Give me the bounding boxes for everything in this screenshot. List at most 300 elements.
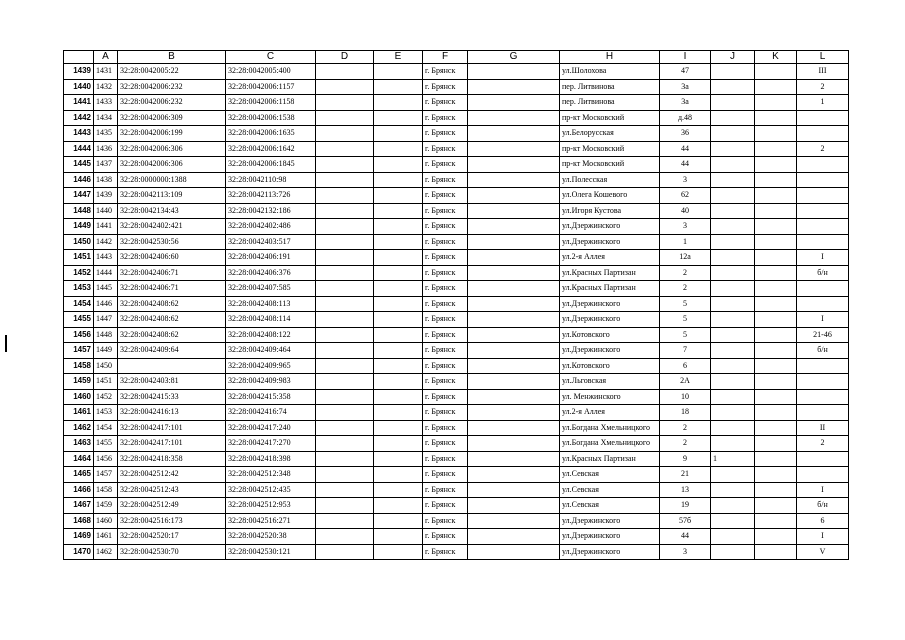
cell-k[interactable] (755, 436, 797, 452)
cell-i[interactable]: 2 (660, 420, 711, 436)
cell-l[interactable] (797, 203, 849, 219)
cell-j[interactable] (711, 296, 755, 312)
cell-h[interactable]: ул.2-я Аллея (560, 250, 660, 266)
cell-a[interactable]: 1453 (94, 405, 118, 421)
cell-k[interactable] (755, 296, 797, 312)
row-number[interactable]: 1449 (64, 219, 94, 235)
cell-e[interactable] (374, 219, 423, 235)
cell-g[interactable] (468, 64, 560, 80)
cell-f[interactable]: г. Брянск (423, 203, 468, 219)
cell-h[interactable]: ул.Севская (560, 482, 660, 498)
cell-f[interactable]: г. Брянск (423, 436, 468, 452)
cell-e[interactable] (374, 482, 423, 498)
cell-h[interactable]: ул.Белорусская (560, 126, 660, 142)
cell-f[interactable]: г. Брянск (423, 405, 468, 421)
column-header-k[interactable]: K (755, 51, 797, 64)
cell-d[interactable] (316, 327, 374, 343)
cell-l[interactable] (797, 234, 849, 250)
cell-c[interactable]: 32:28:0042402:486 (226, 219, 316, 235)
cell-l[interactable]: I (797, 482, 849, 498)
cell-a[interactable]: 1432 (94, 79, 118, 95)
cell-f[interactable]: г. Брянск (423, 451, 468, 467)
cell-c[interactable]: 32:28:0042409:464 (226, 343, 316, 359)
cell-k[interactable] (755, 498, 797, 514)
cell-d[interactable] (316, 203, 374, 219)
cell-h[interactable]: ул.Севская (560, 467, 660, 483)
cell-d[interactable] (316, 110, 374, 126)
cell-f[interactable]: г. Брянск (423, 126, 468, 142)
cell-g[interactable] (468, 358, 560, 374)
cell-j[interactable] (711, 312, 755, 328)
cell-d[interactable] (316, 172, 374, 188)
cell-d[interactable] (316, 405, 374, 421)
cell-e[interactable] (374, 343, 423, 359)
cell-k[interactable] (755, 203, 797, 219)
cell-l[interactable]: 21-46 (797, 327, 849, 343)
cell-b[interactable]: 32:28:0042409:64 (118, 343, 226, 359)
cell-d[interactable] (316, 498, 374, 514)
cell-i[interactable]: 6 (660, 358, 711, 374)
cell-f[interactable]: г. Брянск (423, 265, 468, 281)
cell-d[interactable] (316, 296, 374, 312)
cell-a[interactable]: 1439 (94, 188, 118, 204)
cell-k[interactable] (755, 126, 797, 142)
cell-l[interactable]: III (797, 64, 849, 80)
cell-e[interactable] (374, 265, 423, 281)
cell-j[interactable] (711, 420, 755, 436)
cell-l[interactable]: 2 (797, 79, 849, 95)
cell-a[interactable]: 1451 (94, 374, 118, 390)
cell-k[interactable] (755, 234, 797, 250)
cell-i[interactable]: д.48 (660, 110, 711, 126)
cell-g[interactable] (468, 327, 560, 343)
cell-i[interactable]: 13 (660, 482, 711, 498)
cell-e[interactable] (374, 95, 423, 111)
cell-f[interactable]: г. Брянск (423, 482, 468, 498)
cell-a[interactable]: 1449 (94, 343, 118, 359)
cell-d[interactable] (316, 95, 374, 111)
cell-g[interactable] (468, 250, 560, 266)
cell-f[interactable]: г. Брянск (423, 389, 468, 405)
cell-k[interactable] (755, 343, 797, 359)
cell-i[interactable]: 3 (660, 172, 711, 188)
cell-f[interactable]: г. Брянск (423, 188, 468, 204)
cell-f[interactable]: г. Брянск (423, 141, 468, 157)
cell-j[interactable] (711, 327, 755, 343)
cell-f[interactable]: г. Брянск (423, 110, 468, 126)
cell-k[interactable] (755, 513, 797, 529)
cell-l[interactable] (797, 188, 849, 204)
cell-g[interactable] (468, 157, 560, 173)
cell-k[interactable] (755, 544, 797, 560)
cell-g[interactable] (468, 343, 560, 359)
cell-f[interactable]: г. Брянск (423, 281, 468, 297)
cell-i[interactable]: 44 (660, 529, 711, 545)
cell-h[interactable]: пр-кт Московский (560, 141, 660, 157)
cell-b[interactable]: 32:28:0042406:71 (118, 265, 226, 281)
cell-b[interactable]: 32:28:0042406:71 (118, 281, 226, 297)
cell-l[interactable]: II (797, 420, 849, 436)
cell-j[interactable] (711, 126, 755, 142)
cell-i[interactable]: 36 (660, 126, 711, 142)
column-header-d[interactable]: D (316, 51, 374, 64)
cell-i[interactable]: 9 (660, 451, 711, 467)
cell-c[interactable]: 32:28:0042006:1635 (226, 126, 316, 142)
cell-a[interactable]: 1444 (94, 265, 118, 281)
cell-h[interactable]: ул.Котовского (560, 358, 660, 374)
cell-g[interactable] (468, 172, 560, 188)
cell-d[interactable] (316, 451, 374, 467)
cell-f[interactable]: г. Брянск (423, 327, 468, 343)
cell-l[interactable]: V (797, 544, 849, 560)
cell-c[interactable]: 32:28:0042512:953 (226, 498, 316, 514)
cell-b[interactable]: 32:28:0042006:232 (118, 95, 226, 111)
cell-c[interactable]: 32:28:0042512:435 (226, 482, 316, 498)
cell-a[interactable]: 1441 (94, 219, 118, 235)
cell-h[interactable]: пр-кт Московский (560, 157, 660, 173)
cell-e[interactable] (374, 188, 423, 204)
cell-k[interactable] (755, 327, 797, 343)
cell-g[interactable] (468, 436, 560, 452)
cell-c[interactable]: 32:28:0042006:1845 (226, 157, 316, 173)
cell-j[interactable] (711, 544, 755, 560)
cell-d[interactable] (316, 529, 374, 545)
cell-l[interactable]: 2 (797, 436, 849, 452)
cell-l[interactable]: I (797, 529, 849, 545)
cell-g[interactable] (468, 467, 560, 483)
cell-d[interactable] (316, 141, 374, 157)
cell-f[interactable]: г. Брянск (423, 219, 468, 235)
cell-h[interactable]: ул.Олега Кошевого (560, 188, 660, 204)
cell-k[interactable] (755, 389, 797, 405)
row-number[interactable]: 1446 (64, 172, 94, 188)
cell-d[interactable] (316, 219, 374, 235)
cell-e[interactable] (374, 420, 423, 436)
cell-d[interactable] (316, 312, 374, 328)
cell-l[interactable] (797, 110, 849, 126)
cell-b[interactable]: 32:28:0042530:56 (118, 234, 226, 250)
cell-c[interactable]: 32:28:0042408:114 (226, 312, 316, 328)
cell-l[interactable] (797, 172, 849, 188)
column-header-f[interactable]: F (423, 51, 468, 64)
cell-d[interactable] (316, 126, 374, 142)
cell-f[interactable]: г. Брянск (423, 172, 468, 188)
cell-f[interactable]: г. Брянск (423, 513, 468, 529)
cell-a[interactable]: 1442 (94, 234, 118, 250)
cell-i[interactable]: 57б (660, 513, 711, 529)
row-number[interactable]: 1444 (64, 141, 94, 157)
cell-h[interactable]: пр-кт Московский (560, 110, 660, 126)
cell-c[interactable]: 32:28:0042406:376 (226, 265, 316, 281)
cell-k[interactable] (755, 265, 797, 281)
cell-c[interactable]: 32:28:0042006:1158 (226, 95, 316, 111)
cell-c[interactable]: 32:28:0042407:585 (226, 281, 316, 297)
cell-c[interactable]: 32:28:0042417:240 (226, 420, 316, 436)
row-number[interactable]: 1468 (64, 513, 94, 529)
cell-i[interactable]: 5 (660, 312, 711, 328)
cell-a[interactable]: 1433 (94, 95, 118, 111)
cell-b[interactable]: 32:28:0042402:421 (118, 219, 226, 235)
cell-i[interactable]: 1 (660, 234, 711, 250)
cell-g[interactable] (468, 374, 560, 390)
cell-k[interactable] (755, 312, 797, 328)
cell-b[interactable]: 32:28:0042403:81 (118, 374, 226, 390)
cell-k[interactable] (755, 157, 797, 173)
cell-k[interactable] (755, 110, 797, 126)
cell-c[interactable]: 32:28:0042409:983 (226, 374, 316, 390)
row-number[interactable]: 1442 (64, 110, 94, 126)
cell-h[interactable]: ул.Дзержинского (560, 529, 660, 545)
cell-e[interactable] (374, 405, 423, 421)
cell-k[interactable] (755, 405, 797, 421)
cell-d[interactable] (316, 157, 374, 173)
cell-k[interactable] (755, 188, 797, 204)
cell-h[interactable]: ул.Севская (560, 498, 660, 514)
cell-e[interactable] (374, 126, 423, 142)
cell-h[interactable]: пер. Литвинова (560, 95, 660, 111)
cell-h[interactable]: ул.Дзержинского (560, 513, 660, 529)
cell-l[interactable]: б/н (797, 265, 849, 281)
cell-e[interactable] (374, 389, 423, 405)
row-number[interactable]: 1470 (64, 544, 94, 560)
cell-h[interactable]: ул.Дзержинского (560, 296, 660, 312)
cell-g[interactable] (468, 234, 560, 250)
cell-k[interactable] (755, 250, 797, 266)
cell-f[interactable]: г. Брянск (423, 498, 468, 514)
cell-k[interactable] (755, 482, 797, 498)
cell-h[interactable]: ул.Шолохова (560, 64, 660, 80)
row-number[interactable]: 1464 (64, 451, 94, 467)
cell-c[interactable]: 32:28:0042113:726 (226, 188, 316, 204)
cell-k[interactable] (755, 281, 797, 297)
cell-i[interactable]: 2 (660, 281, 711, 297)
cell-f[interactable]: г. Брянск (423, 358, 468, 374)
cell-c[interactable]: 32:28:0042516:271 (226, 513, 316, 529)
cell-h[interactable]: ул.Богдана Хмельницкого (560, 420, 660, 436)
cell-e[interactable] (374, 234, 423, 250)
cell-i[interactable]: 7 (660, 343, 711, 359)
row-number[interactable]: 1466 (64, 482, 94, 498)
row-number[interactable]: 1450 (64, 234, 94, 250)
cell-l[interactable]: б/н (797, 343, 849, 359)
cell-g[interactable] (468, 420, 560, 436)
cell-g[interactable] (468, 265, 560, 281)
cell-d[interactable] (316, 513, 374, 529)
row-number[interactable]: 1454 (64, 296, 94, 312)
row-number[interactable]: 1441 (64, 95, 94, 111)
cell-j[interactable] (711, 250, 755, 266)
corner-cell[interactable] (64, 51, 94, 64)
cell-f[interactable]: г. Брянск (423, 95, 468, 111)
cell-c[interactable]: 32:28:0042512:348 (226, 467, 316, 483)
cell-g[interactable] (468, 498, 560, 514)
cell-e[interactable] (374, 498, 423, 514)
cell-b[interactable]: 32:28:0042415:33 (118, 389, 226, 405)
cell-c[interactable]: 32:28:0042406:191 (226, 250, 316, 266)
cell-b[interactable]: 32:28:0042417:101 (118, 436, 226, 452)
cell-g[interactable] (468, 188, 560, 204)
cell-a[interactable]: 1450 (94, 358, 118, 374)
cell-h[interactable]: ул.Дзержинского (560, 343, 660, 359)
cell-b[interactable]: 32:28:0042408:62 (118, 296, 226, 312)
cell-i[interactable]: 18 (660, 405, 711, 421)
cell-a[interactable]: 1456 (94, 451, 118, 467)
row-number[interactable]: 1459 (64, 374, 94, 390)
cell-e[interactable] (374, 529, 423, 545)
cell-k[interactable] (755, 451, 797, 467)
column-header-e[interactable]: E (374, 51, 423, 64)
cell-g[interactable] (468, 203, 560, 219)
cell-k[interactable] (755, 358, 797, 374)
cell-e[interactable] (374, 312, 423, 328)
cell-j[interactable] (711, 157, 755, 173)
cell-a[interactable]: 1454 (94, 420, 118, 436)
cell-f[interactable]: г. Брянск (423, 312, 468, 328)
cell-a[interactable]: 1462 (94, 544, 118, 560)
cell-f[interactable]: г. Брянск (423, 467, 468, 483)
cell-j[interactable] (711, 172, 755, 188)
cell-a[interactable]: 1438 (94, 172, 118, 188)
cell-c[interactable]: 32:28:0042520:38 (226, 529, 316, 545)
cell-j[interactable] (711, 513, 755, 529)
cell-d[interactable] (316, 482, 374, 498)
cell-d[interactable] (316, 250, 374, 266)
cell-i[interactable]: 47 (660, 64, 711, 80)
cell-i[interactable]: 44 (660, 141, 711, 157)
cell-j[interactable] (711, 389, 755, 405)
cell-e[interactable] (374, 172, 423, 188)
cell-a[interactable]: 1443 (94, 250, 118, 266)
cell-c[interactable]: 32:28:0042418:398 (226, 451, 316, 467)
cell-d[interactable] (316, 420, 374, 436)
cell-f[interactable]: г. Брянск (423, 343, 468, 359)
cell-i[interactable]: 3 (660, 219, 711, 235)
cell-b[interactable]: 32:28:0042406:60 (118, 250, 226, 266)
cell-k[interactable] (755, 79, 797, 95)
cell-j[interactable] (711, 234, 755, 250)
cell-g[interactable] (468, 95, 560, 111)
cell-c[interactable]: 32:28:0042417:270 (226, 436, 316, 452)
cell-f[interactable]: г. Брянск (423, 79, 468, 95)
cell-b[interactable]: 32:28:0000000:1388 (118, 172, 226, 188)
cell-b[interactable]: 32:28:0042113:109 (118, 188, 226, 204)
cell-h[interactable]: ул.Льговская (560, 374, 660, 390)
cell-g[interactable] (468, 389, 560, 405)
cell-c[interactable]: 32:28:0042408:122 (226, 327, 316, 343)
cell-l[interactable]: 6 (797, 513, 849, 529)
cell-h[interactable]: ул.Игоря Кустова (560, 203, 660, 219)
row-number[interactable]: 1456 (64, 327, 94, 343)
cell-f[interactable]: г. Брянск (423, 250, 468, 266)
cell-e[interactable] (374, 513, 423, 529)
cell-j[interactable] (711, 141, 755, 157)
cell-f[interactable]: г. Брянск (423, 157, 468, 173)
cell-g[interactable] (468, 312, 560, 328)
cell-f[interactable]: г. Брянск (423, 374, 468, 390)
cell-d[interactable] (316, 188, 374, 204)
cell-c[interactable]: 32:28:0042415:358 (226, 389, 316, 405)
cell-j[interactable] (711, 110, 755, 126)
cell-c[interactable]: 32:28:0042409:965 (226, 358, 316, 374)
cell-b[interactable]: 32:28:0042005:22 (118, 64, 226, 80)
cell-h[interactable]: ул.Красных Партизан (560, 265, 660, 281)
column-header-g[interactable]: G (468, 51, 560, 64)
cell-d[interactable] (316, 234, 374, 250)
row-number[interactable]: 1462 (64, 420, 94, 436)
cell-f[interactable]: г. Брянск (423, 529, 468, 545)
cell-j[interactable] (711, 436, 755, 452)
cell-g[interactable] (468, 405, 560, 421)
cell-d[interactable] (316, 281, 374, 297)
cell-f[interactable]: г. Брянск (423, 296, 468, 312)
cell-g[interactable] (468, 296, 560, 312)
cell-b[interactable]: 32:28:0042134:43 (118, 203, 226, 219)
cell-j[interactable] (711, 219, 755, 235)
cell-c[interactable]: 32:28:0042110:98 (226, 172, 316, 188)
cell-l[interactable]: I (797, 312, 849, 328)
cell-j[interactable] (711, 281, 755, 297)
cell-j[interactable] (711, 529, 755, 545)
cell-h[interactable]: ул.Дзержинского (560, 219, 660, 235)
cell-i[interactable]: 12а (660, 250, 711, 266)
cell-i[interactable]: 5 (660, 296, 711, 312)
cell-e[interactable] (374, 374, 423, 390)
row-number[interactable]: 1463 (64, 436, 94, 452)
cell-g[interactable] (468, 126, 560, 142)
cell-b[interactable]: 32:28:0042516:173 (118, 513, 226, 529)
cell-g[interactable] (468, 141, 560, 157)
cell-j[interactable] (711, 467, 755, 483)
column-header-c[interactable]: C (226, 51, 316, 64)
cell-b[interactable]: 32:28:0042408:62 (118, 312, 226, 328)
cell-d[interactable] (316, 343, 374, 359)
cell-e[interactable] (374, 436, 423, 452)
cell-e[interactable] (374, 203, 423, 219)
cell-l[interactable]: I (797, 250, 849, 266)
cell-d[interactable] (316, 389, 374, 405)
cell-b[interactable]: 32:28:0042512:43 (118, 482, 226, 498)
cell-d[interactable] (316, 79, 374, 95)
cell-a[interactable]: 1461 (94, 529, 118, 545)
cell-e[interactable] (374, 327, 423, 343)
cell-j[interactable] (711, 482, 755, 498)
cell-g[interactable] (468, 544, 560, 560)
cell-l[interactable] (797, 157, 849, 173)
cell-c[interactable]: 32:28:0042408:113 (226, 296, 316, 312)
row-number[interactable]: 1443 (64, 126, 94, 142)
column-header-h[interactable]: H (560, 51, 660, 64)
cell-c[interactable]: 32:28:0042006:1157 (226, 79, 316, 95)
cell-b[interactable]: 32:28:0042006:306 (118, 141, 226, 157)
cell-l[interactable] (797, 389, 849, 405)
cell-k[interactable] (755, 529, 797, 545)
cell-g[interactable] (468, 219, 560, 235)
row-number[interactable]: 1439 (64, 64, 94, 80)
cell-a[interactable]: 1455 (94, 436, 118, 452)
cell-a[interactable]: 1448 (94, 327, 118, 343)
cell-i[interactable]: 2 (660, 436, 711, 452)
cell-c[interactable]: 32:28:0042132:186 (226, 203, 316, 219)
cell-e[interactable] (374, 281, 423, 297)
row-number[interactable]: 1465 (64, 467, 94, 483)
cell-e[interactable] (374, 467, 423, 483)
row-number[interactable]: 1460 (64, 389, 94, 405)
cell-k[interactable] (755, 420, 797, 436)
cell-c[interactable]: 32:28:0042006:1538 (226, 110, 316, 126)
cell-i[interactable]: 3а (660, 95, 711, 111)
cell-l[interactable] (797, 451, 849, 467)
cell-k[interactable] (755, 467, 797, 483)
